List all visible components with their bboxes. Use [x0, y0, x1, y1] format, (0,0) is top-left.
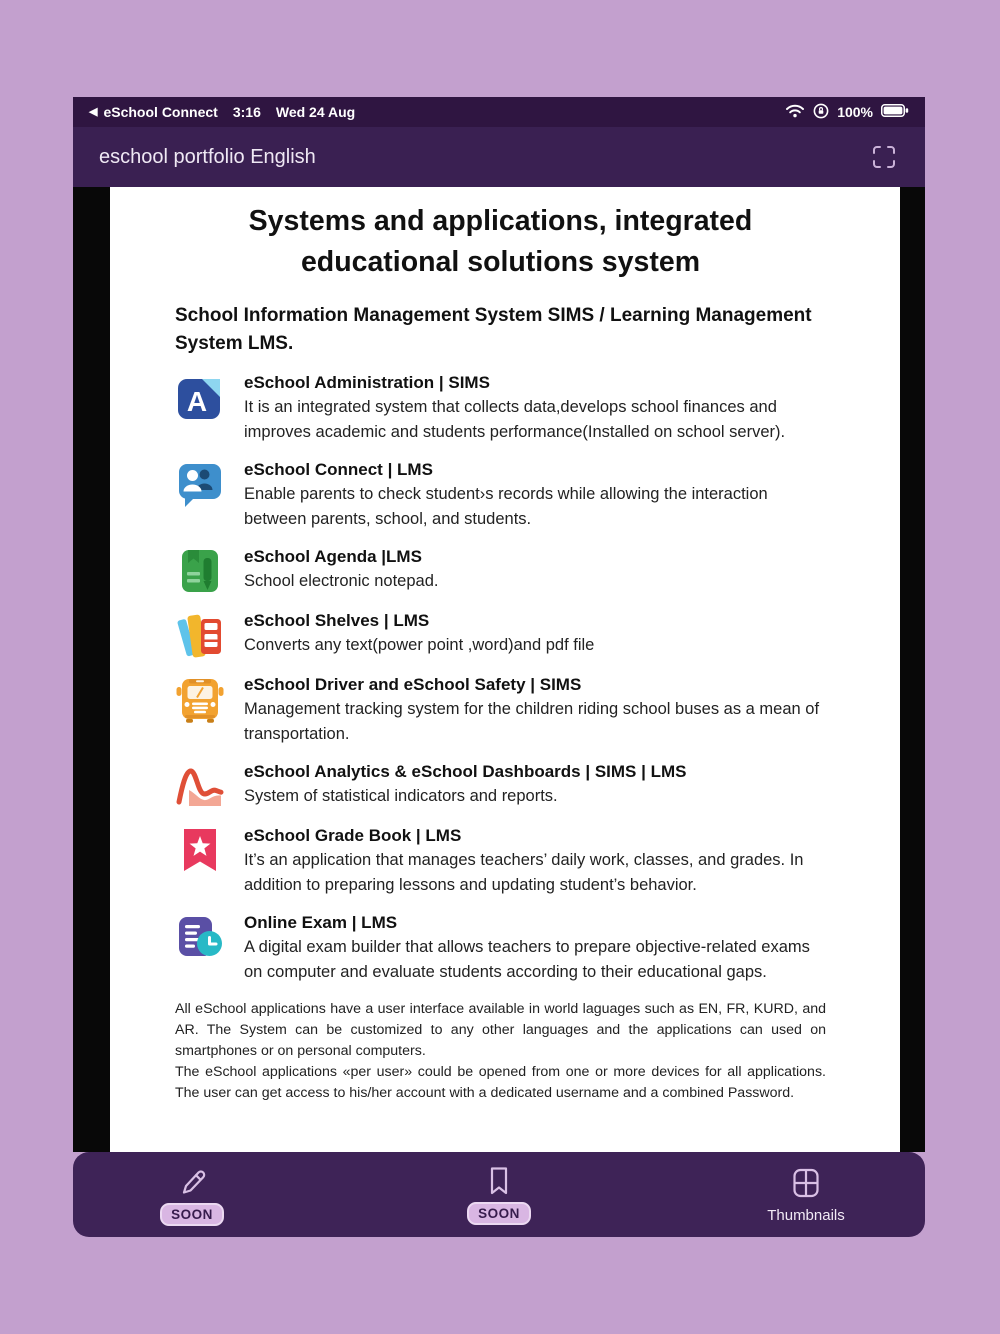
item-desc: It’s an application that manages teachers’ daily work, classes, and grades. In addition to preparing lessons and updating student’s behavior. [244, 851, 804, 894]
app-title: eschool portfolio English [99, 145, 316, 168]
eschool-connect-icon [175, 458, 227, 532]
item-desc: A digital exam builder that allows teachers to prepare objective-related exams on computer and evaluate students according to their educational gaps. [244, 938, 810, 981]
bottom-toolbar [73, 1152, 925, 1237]
document-subtitle: School Information Management System SIMS / Learning Management System LMS. [175, 305, 812, 354]
svg-text:A: A [186, 386, 208, 417]
pdf-viewer[interactable] [73, 187, 925, 1152]
status-date: Wed 24 Aug [275, 104, 356, 120]
item-desc: System of statistical indicators and reports. [244, 787, 558, 805]
document-title [175, 201, 826, 283]
item-desc: Management tracking system for the children riding school buses as a mean of transportation. [244, 700, 820, 743]
item-title: eSchool Administration | SIMS [244, 373, 490, 392]
item-title: eSchool Grade Book | LMS [244, 826, 462, 845]
device-app-frame [73, 97, 925, 1237]
eschool-driver-bus-icon [175, 673, 227, 747]
pencil-icon [175, 1164, 209, 1198]
item-desc: School electronic notepad. [244, 572, 439, 590]
eschool-agenda-icon [175, 545, 227, 596]
list-item-gradebook [175, 824, 826, 898]
list-item-driver [175, 673, 826, 747]
item-desc: Converts any text(power point ,word)and pdf file [244, 636, 595, 654]
list-item-online-exam [175, 911, 826, 985]
eschool-administration-icon [175, 371, 227, 445]
thumbnails-label: Thumbnails [767, 1206, 845, 1224]
item-title: eSchool Connect | LMS [244, 460, 433, 479]
list-item-analytics [175, 760, 826, 811]
item-title: eSchool Analytics & eSchool Dashboards | SIMS | LMS [244, 762, 687, 781]
item-title: eSchool Agenda |LMS [244, 547, 422, 566]
item-desc: It is an integrated system that collects data,develops school finances and improves academic and students performance(Installed on school server). [244, 398, 786, 441]
item-desc: Enable parents to check student›s records while allowing the interaction between parents, school, and students. [244, 485, 768, 528]
item-title: eSchool Shelves | LMS [244, 611, 430, 630]
back-app-label: eSchool Connect [103, 104, 218, 120]
back-to-app-button[interactable] [89, 104, 218, 120]
app-list [175, 371, 826, 985]
item-title: Online Exam | LMS [244, 913, 398, 932]
fullscreen-button[interactable] [869, 142, 899, 172]
list-item-administration [175, 371, 826, 445]
eschool-gradebook-star-icon [175, 824, 227, 898]
rotation-lock-icon [813, 103, 829, 122]
document-footer [175, 999, 826, 1104]
document-page [110, 187, 900, 1152]
fullscreen-brackets-icon [871, 144, 897, 170]
soon-badge: SOON [467, 1202, 531, 1225]
list-item-agenda [175, 545, 826, 596]
footer-paragraph: The eSchool applications «per user» could be opened from one or more devices for all applications. The user can get access to his/her account with a dedicated username and a combined Password. [175, 1064, 826, 1101]
battery-percent: 100% [837, 104, 873, 120]
bookmark-tool-button[interactable] [444, 1165, 554, 1225]
app-header [73, 127, 925, 187]
item-title: eSchool Driver and eSchool Safety | SIMS [244, 675, 582, 694]
annotate-tool-button[interactable] [137, 1164, 247, 1226]
thumbnails-grid-icon [789, 1166, 823, 1200]
back-arrow-icon: ◀ [89, 105, 98, 118]
eschool-shelves-icon [175, 609, 227, 660]
list-item-connect [175, 458, 826, 532]
status-time: 3:16 [232, 104, 261, 120]
thumbnails-button[interactable] [751, 1166, 861, 1224]
bookmark-icon [485, 1165, 513, 1197]
footer-paragraph: All eSchool applications have a user interface available in world laguages such as EN, FR, KURD, and AR. The System can be customized to any other languages and the applications can used on smartphones or on personal computers. [175, 1001, 826, 1059]
list-item-shelves [175, 609, 826, 660]
online-exam-clock-icon [175, 911, 227, 985]
soon-badge: SOON [160, 1203, 224, 1226]
document-title-line2: educational solutions system [300, 246, 701, 278]
status-bar [73, 97, 925, 127]
battery-icon [881, 104, 909, 120]
eschool-analytics-chart-icon [175, 760, 227, 811]
wifi-icon [785, 103, 805, 121]
document-title-line1: Systems and applications, integrated [248, 205, 753, 237]
